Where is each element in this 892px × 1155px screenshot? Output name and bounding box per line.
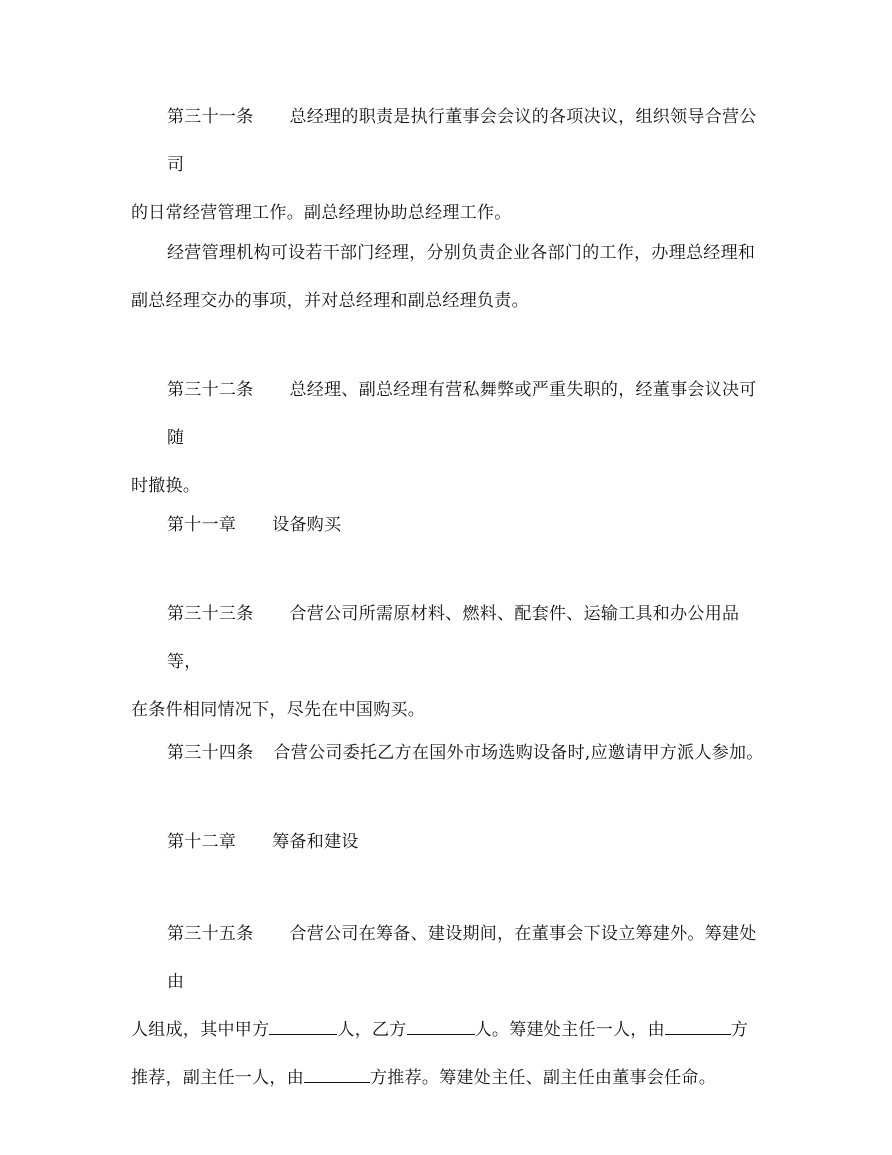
article-32-text-1: 总经理、副总经理有营私舞弊或严重失职的，经董事会议决可随 [167,380,757,448]
article-34 [131,729,767,777]
article-34-text-1: 合营公司委托乙方在国外市场选购设备时,应邀请甲方派人参加。 [273,743,764,763]
chapter-12-label: 第十二章 [167,832,237,852]
article-31 [131,93,767,237]
article-32-text-2: 时撤换。 [131,476,201,496]
article-31-label: 第三十一条 [167,107,254,127]
article-35-text-2c: 人。筹建处主任一人，由 [474,1020,665,1040]
chapter-11-label: 第十一章 [167,515,237,535]
article-33-text-1: 合营公司所需原材料、燃料、配套件、运输工具和办公用品等， [167,604,740,672]
article-35-text-3a: 推荐，副主任一人，由 [131,1068,304,1088]
management-text-1: 经营管理机构可设若干部门经理，分别负责企业各部门的工作，办理总经理和 [167,243,756,263]
article-33 [131,590,767,734]
article-35-label: 第三十五条 [167,924,254,944]
management-paragraph [131,229,767,325]
article-35 [131,910,767,1102]
chapter-12-heading [131,818,767,866]
chapter-11-heading [131,501,767,549]
article-35-text-3b: 方推荐。筹建处主任、副主任由董事会任命。 [370,1068,716,1088]
blank-party-b-count[interactable] [407,1017,475,1035]
blank-director-party[interactable] [665,1017,731,1035]
article-35-text-1: 合营公司在筹备、建设期间，在董事会下设立筹建外。筹建处由 [167,924,757,992]
chapter-12-title: 筹备和建设 [272,832,359,852]
management-text-2: 副总经理交办的事项，并对总经理和副总经理负责。 [131,291,529,311]
article-31-text-2: 的日常经营管理工作。副总经理协助总经理工作。 [131,203,512,223]
blank-deputy-party[interactable] [304,1065,370,1083]
article-34-label: 第三十四条 [167,743,254,763]
article-35-text-2d: 方 [730,1020,749,1040]
article-35-text-2b: 人，乙方 [337,1020,407,1040]
article-35-text-2a: 人组成，其中甲方 [131,1020,270,1040]
chapter-11-title: 设备购买 [272,515,342,535]
article-31-text-1: 总经理的职责是执行董事会会议的各项决议，组织领导合营公司 [167,107,757,175]
article-32-label: 第三十二条 [167,380,254,400]
blank-party-a-count[interactable] [269,1017,337,1035]
article-32 [131,366,767,510]
article-33-label: 第三十三条 [167,604,254,624]
article-33-text-2: 在条件相同情况下，尽先在中国购买。 [131,700,426,720]
